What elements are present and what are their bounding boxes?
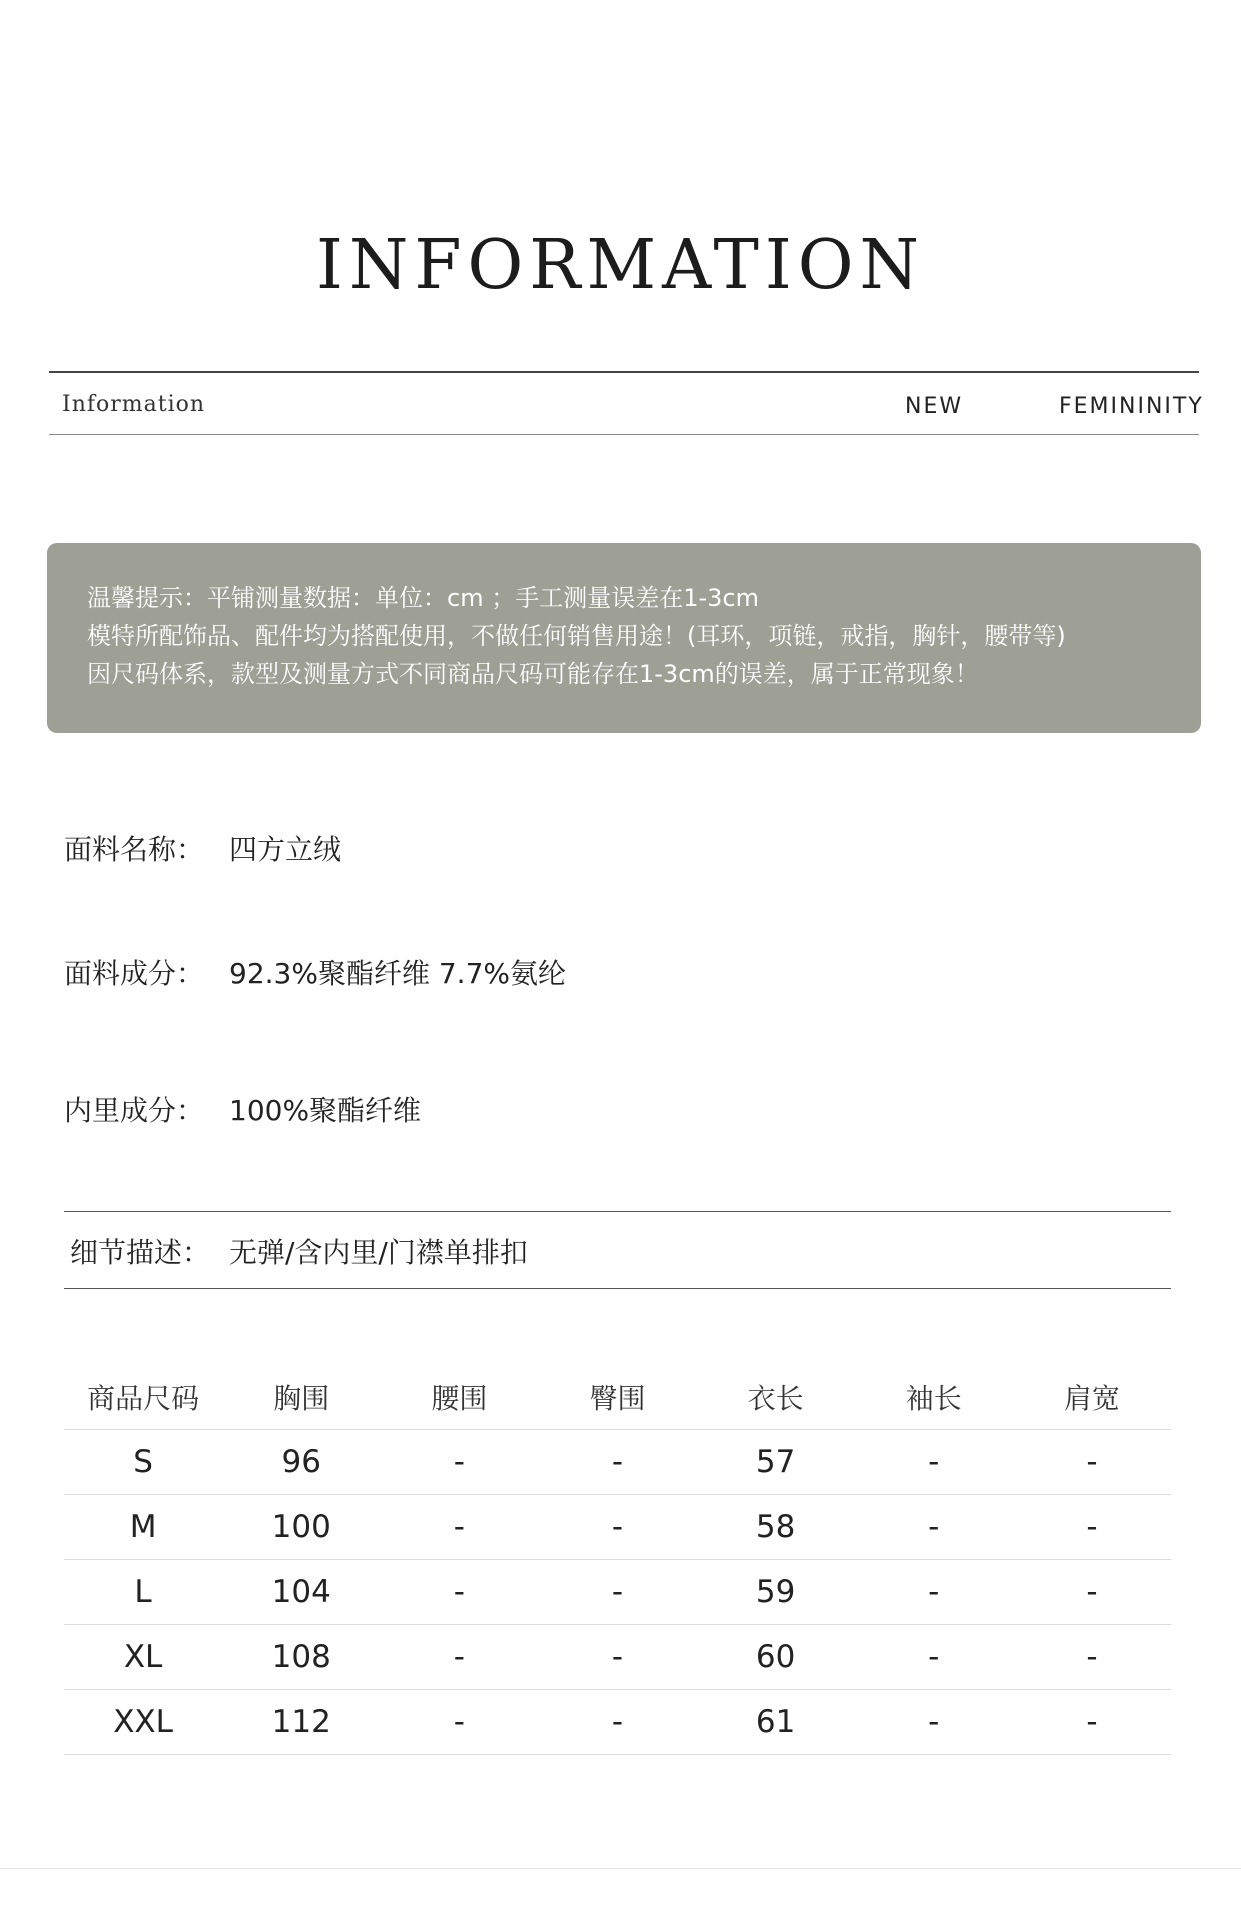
notice-line-2: 模特所配饰品、配件均为搭配使用，不做任何销售用途！(耳环，项链，戒指，胸针，腰带等) (87, 622, 1066, 650)
table-cell: - (1013, 1430, 1171, 1495)
table-cell: 57 (697, 1430, 855, 1495)
table-cell: - (538, 1495, 696, 1560)
table-cell: 60 (697, 1625, 855, 1690)
table-cell: - (855, 1690, 1013, 1755)
size-table-header (64, 1364, 1171, 1430)
header-size: 商品尺码 (64, 1364, 222, 1430)
table-cell: 112 (222, 1690, 380, 1755)
header-chest: 胸围 (222, 1364, 380, 1430)
subheader-top-rule (49, 371, 1199, 373)
table-cell: - (380, 1690, 538, 1755)
table-cell: - (538, 1430, 696, 1495)
notice-line-1: 温馨提示：平铺测量数据：单位：cm ；手工测量误差在1-3cm (87, 584, 759, 612)
table-cell: - (1013, 1560, 1171, 1625)
table-cell: - (855, 1430, 1013, 1495)
table-row (64, 1430, 1171, 1495)
table-cell: - (855, 1495, 1013, 1560)
table-cell: - (1013, 1690, 1171, 1755)
subheader-information: Information (62, 392, 206, 417)
table-cell: 96 (222, 1430, 380, 1495)
table-cell: 61 (697, 1690, 855, 1755)
table-row (64, 1495, 1171, 1560)
table-cell: - (380, 1495, 538, 1560)
table-cell: - (380, 1430, 538, 1495)
fabric-composition-value: 92.3%聚酯纤维 7.7%氨纶 (229, 957, 566, 990)
header-waist: 腰围 (380, 1364, 538, 1430)
lining-label: 内里成分： (64, 1094, 205, 1127)
table-cell: 100 (222, 1495, 380, 1560)
detail-value: 无弹/含内里/门襟单排扣 (229, 1236, 528, 1269)
table-cell: 108 (222, 1625, 380, 1690)
table-row (64, 1690, 1171, 1755)
size-table (64, 1364, 1171, 1755)
header-sleeve: 袖长 (855, 1364, 1013, 1430)
table-cell: M (64, 1495, 222, 1560)
table-cell: 58 (697, 1495, 855, 1560)
table-cell: - (855, 1625, 1013, 1690)
table-cell: - (538, 1690, 696, 1755)
table-cell: L (64, 1560, 222, 1625)
fabric-composition-label: 面料成分： (64, 957, 205, 990)
fabric-name-value: 四方立绒 (229, 833, 342, 866)
table-cell: - (380, 1560, 538, 1625)
subheader-bottom-rule (49, 434, 1199, 435)
table-cell: 104 (222, 1560, 380, 1625)
table-cell: - (1013, 1495, 1171, 1560)
detail-top-rule (64, 1211, 1171, 1212)
table-cell: - (538, 1560, 696, 1625)
table-cell: S (64, 1430, 222, 1495)
header-hip: 臀围 (538, 1364, 696, 1430)
subheader-femininity: FEMININITY (1059, 394, 1204, 419)
table-cell: 59 (697, 1560, 855, 1625)
subheader-new: NEW (905, 394, 964, 419)
detail-label: 细节描述： (70, 1236, 211, 1269)
table-cell: - (380, 1625, 538, 1690)
table-cell: - (538, 1625, 696, 1690)
table-cell: XXL (64, 1690, 222, 1755)
page-bottom-rule (0, 1868, 1241, 1869)
lining-value: 100%聚酯纤维 (229, 1094, 422, 1127)
page-title: INFORMATION (316, 226, 925, 305)
table-row (64, 1625, 1171, 1690)
table-cell: - (855, 1560, 1013, 1625)
table-row (64, 1560, 1171, 1625)
detail-bottom-rule (64, 1288, 1171, 1289)
header-length: 衣长 (697, 1364, 855, 1430)
notice-box (47, 543, 1201, 733)
notice-line-3: 因尺码体系，款型及测量方式不同商品尺码可能存在1-3cm的误差，属于正常现象！ (87, 660, 979, 688)
table-cell: - (1013, 1625, 1171, 1690)
header-shoulder: 肩宽 (1013, 1364, 1171, 1430)
fabric-name-label: 面料名称： (64, 833, 205, 866)
table-cell: XL (64, 1625, 222, 1690)
